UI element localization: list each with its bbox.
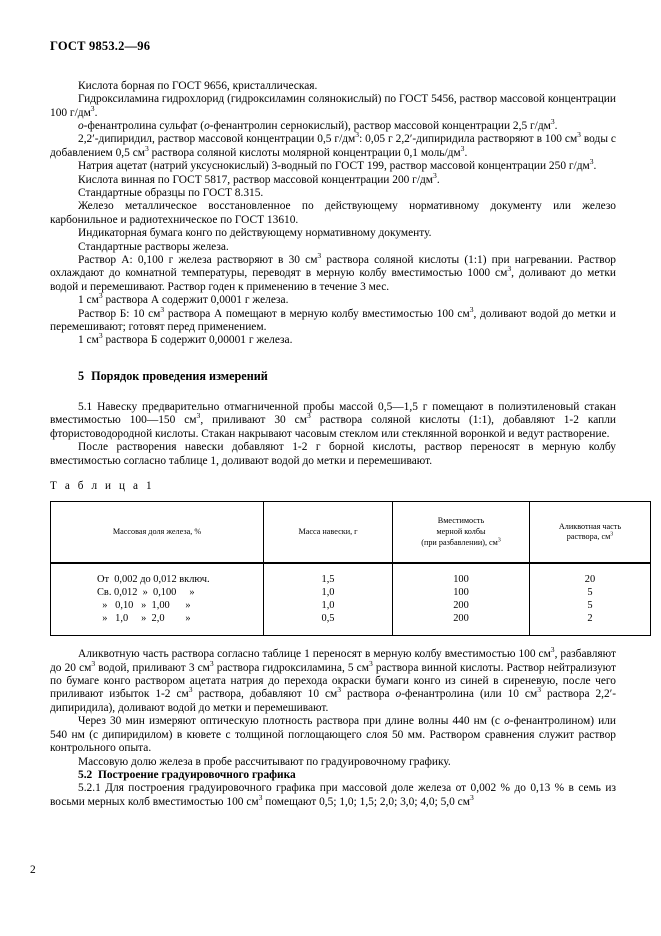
cell-sample-mass-values [264, 563, 393, 636]
range-line: » 0,10 » 1,00 » [97, 600, 191, 612]
paragraph-reference-samples [50, 187, 616, 200]
superscript: 3 [610, 531, 614, 538]
column-header-mass-fraction [51, 502, 264, 564]
cell-flask-volume-values [393, 563, 530, 636]
superscript: 3 [577, 130, 581, 140]
subsection-number: 5.2 [78, 768, 93, 781]
text-run: . [464, 146, 468, 159]
paragraph-hydroxylamine [50, 93, 616, 120]
italic-prefix: о [204, 119, 210, 132]
cell-aliquot-values [530, 563, 651, 636]
header-text: (при разбавлении), см [421, 537, 498, 547]
text-run: раствора [341, 688, 396, 701]
superscript: 3 [355, 130, 360, 140]
superscript: 3 [317, 251, 322, 261]
paragraph-after-dissolution [50, 441, 616, 468]
text-run: Кислота винная по ГОСТ 5817, раствор массовой концентрации 200 г/дм [78, 173, 434, 186]
superscript: 3 [196, 411, 201, 421]
superscript: 3 [550, 645, 555, 655]
range-line: От 0,002 до 0,012 включ. [97, 573, 210, 585]
superscript: 3 [90, 103, 95, 113]
spacer [50, 636, 616, 648]
text-run: . [94, 106, 98, 119]
paragraph-aliquot-procedure [50, 645, 617, 715]
text-run: Массовую долю железа в пробе рассчитывают по градуировочному графику. [78, 755, 451, 768]
table-header-row [51, 502, 651, 564]
column-header-aliquot [530, 502, 651, 564]
paragraph-solution-a-content [50, 291, 616, 307]
superscript: 3 [497, 536, 501, 543]
text-run: Раствор Б: 10 см [78, 307, 161, 320]
superscript: 3 [337, 685, 342, 695]
paragraph-dipyridyl [50, 130, 616, 160]
text-run: . [593, 160, 597, 173]
superscript: 3 [91, 658, 96, 668]
superscript: 3 [368, 658, 373, 668]
cell-mass-fraction-ranges [51, 563, 264, 636]
value-line: 5 [587, 600, 593, 612]
text-run: . [436, 173, 440, 186]
text-run: воды с добавлением 0,5 см [50, 133, 616, 159]
page-number: 2 [30, 863, 36, 876]
text-run: 1 см [78, 334, 99, 347]
text-run: -фенантролин сернокислый), раствор массовой концентрации 2,5 г/дм [209, 119, 551, 132]
paragraph-solution-a [50, 251, 616, 294]
header-line [534, 532, 646, 543]
italic-prefix: о [78, 119, 84, 132]
header-line: мерной колбы [436, 526, 486, 536]
range-line: Св. 0,012 » 0,100 » [97, 587, 195, 599]
paragraph-metallic-iron [50, 200, 616, 227]
superscript: 3 [188, 685, 193, 695]
spacer [50, 468, 616, 480]
superscript: 3 [258, 792, 263, 802]
text-run: После растворения навески добавляют 1-2 г борной кислоты, раствор переносят в мерную колбу вместимостью согласно таблице 1, доливают водой до метки и перемешивают. [50, 441, 616, 467]
value-line: 100 [453, 587, 469, 599]
text-run: . [554, 119, 558, 132]
value-line: 1,5 [321, 573, 335, 585]
text-run: раствора винной кислоты. Раствор нейтрализуют по бумаге конго раствором ацетата натрия до перехода окраски бумаги конго из синей в сиреневую, после чего приливают избыток 1-2 см [50, 661, 617, 701]
value-line: 200 [453, 613, 469, 625]
text-run: Стандартные растворы железа. [78, 240, 229, 253]
standard-number-header: ГОСТ 9853.2—96 [50, 39, 151, 53]
superscript: 3 [98, 291, 103, 301]
superscript: 3 [507, 264, 512, 274]
superscript: 3 [460, 143, 465, 153]
range-line: » 1,0 » 2,0 » [97, 613, 191, 625]
superscript: 3 [209, 658, 214, 668]
text-run: раствора 2,2′-дипиридила), доливают водой до метки и перемешивают. [50, 688, 616, 714]
value-line: 5 [587, 587, 593, 599]
superscript: 3 [550, 117, 555, 127]
value-line: 2 [587, 613, 593, 625]
text-run: 2,2′-дипиридил, раствор массовой концентрации 0,5 г/дм [78, 133, 356, 146]
superscript: 3 [144, 143, 149, 153]
subsection-heading-5-2 [50, 769, 616, 782]
text-run: , доливают до метки водой и перемешивают. Раствор годен к применению в течение 3 мес. [50, 267, 616, 293]
superscript: 3 [306, 411, 311, 421]
text-run: -фенантролином) или 540 нм (с дипиридилом) в кювете с толщиной поглощающего слоя 50 мм. Раствором сравнения служит раствор контрольного опыта. [50, 715, 616, 755]
column-header-sample-mass [264, 502, 393, 564]
paragraph-solution-b-content [50, 331, 616, 347]
text-run: , разбавляют до 20 см [50, 648, 616, 674]
text-run: Через 30 мин измеряют оптическую плотность раствора при длине волны 440 нм (с [78, 715, 505, 728]
text-run: Натрия ацетат (натрий уксуснокислый) 3-водный по ГОСТ 199, раствор массовой концентрации 250 г/дм [78, 160, 590, 173]
paragraph-phenanthroline-sulfate [50, 117, 616, 133]
value-line: 0,5 [321, 613, 335, 625]
text-run: Индикаторная бумага конго по действующему нормативному документу. [78, 227, 432, 240]
section-heading-5 [50, 369, 616, 383]
text-run: , приливают 30 см [200, 414, 307, 427]
table-1 [50, 501, 651, 636]
italic-prefix: о [504, 715, 510, 728]
table-body [51, 563, 651, 636]
header-line: Аликвотная часть [558, 521, 622, 531]
text-run: -фенантролина сульфат ( [83, 119, 205, 132]
text-run: Раствор А: 0,100 г железа растворяют в 30 см [78, 254, 318, 267]
text-run: раствора А помещают в мерную колбу вместимостью 100 см [164, 307, 470, 320]
page-content [50, 39, 622, 809]
superscript: 3 [589, 157, 594, 167]
text-run: помещают 0,5; 1,0; 1,5; 2,0; 3,0; 4,0; 5,0 см [262, 795, 470, 808]
paragraph-calc-by-graph [50, 756, 616, 769]
paragraph-congo-paper [50, 227, 616, 240]
table-caption: Т а б л и ц а 1 [50, 479, 155, 492]
superscript: 3 [98, 331, 103, 341]
text-run: раствора соляной кислоты (1:1) при нагревании. Раствор охлаждают до комнатной температуры, переводят в мерную колбу вместимостью 1000 см [50, 254, 616, 280]
value-line: 200 [453, 600, 469, 612]
paragraph-boric-acid [50, 80, 616, 93]
text-run: раствора соляной кислоты (1:1), добавляют 1-2 капли фтористоводородной кислоты. Стакан накрывают часовым стеклом или стеклянной воронкой и ведут растворение. [50, 414, 617, 440]
superscript: 3 [433, 170, 437, 180]
text-run: Гидроксиламина гидрохлорид (гидроксиламин солянокислый) по ГОСТ 5456, раствор массовой концентрации 100 г/дм [50, 93, 616, 119]
text-run: , доливают водой до метки и перемешивают; готовят перед применением. [50, 307, 616, 334]
text-run: раствора Б содержит 0,00001 г железа. [102, 334, 293, 347]
paragraph-standard-solutions [50, 241, 616, 254]
italic-prefix: о [395, 688, 402, 701]
superscript: 3 [469, 304, 474, 314]
value-line: 1,0 [321, 600, 335, 612]
text-run: Аликвотную часть раствора согласно таблице 1 переносят в мерную колбу вместимостью 100 см [78, 648, 551, 661]
paragraph-5-2-1 [50, 782, 616, 809]
section-title: Порядок проведения измерений [91, 368, 268, 383]
paragraph-tartaric-acid [50, 170, 616, 187]
value-line: 20 [584, 573, 596, 585]
text-run: 5.1 Навеску предварительно отмагниченной пробы массой 0,5—1,5 г помещают в полиэтиленовый стакан вместимостью 100—150 см [50, 400, 616, 427]
header-line: Вместимость [437, 516, 485, 526]
text-run: 1 см [78, 294, 99, 307]
text-run: Стандартные образцы по ГОСТ 8.315. [78, 187, 264, 199]
text-run: водой, приливают 3 см [95, 661, 210, 674]
column-header-flask-volume [393, 502, 530, 564]
section-number: 5 [78, 368, 85, 383]
text-run: 5.2.1 Для построения градуировочного графика при массовой доле железа от 0,002 % до 0,13 % в семь из восьми мерных колб вместимостью 100 см [50, 782, 616, 808]
text-run: раствора, добавляют 10 см [192, 688, 338, 701]
superscript: 3 [537, 685, 541, 695]
superscript: 3 [469, 792, 474, 802]
text-run: Железо металлическое восстановленное по действующему нормативному документу или железо карбонильное и радиотехническое по ГОСТ 13610. [50, 200, 616, 226]
superscript: 3 [160, 304, 165, 314]
header-line: Масса навески, г [298, 526, 358, 536]
value-line: 100 [453, 573, 469, 585]
text-run: раствора А содержит 0,0001 г железа. [102, 294, 289, 307]
paragraph-sodium-acetate [50, 157, 616, 173]
header-line: Массовая доля железа, % [112, 526, 202, 536]
text-run: раствора гидроксиламина, 5 см [213, 661, 369, 674]
value-line: 1,0 [321, 587, 335, 599]
table-row [51, 563, 651, 636]
paragraph-optical-density [50, 715, 616, 755]
table-header [51, 502, 651, 564]
header-line [397, 538, 525, 549]
subsection-title: Построение градуировочного графика [97, 768, 296, 781]
header-text: раствора, см [566, 532, 611, 542]
paragraph-5-1 [50, 401, 616, 441]
text-run: раствора соляной кислоты молярной концентрации 0,1 моль/дм [148, 146, 461, 159]
text-run: -фенантролина (или 10 см [401, 688, 538, 701]
text-run: : 0,05 г 2,2′-дипиридила растворяют в 100 см [359, 133, 578, 146]
paragraph-solution-b [50, 304, 616, 335]
text-run: Кислота борная по ГОСТ 9656, кристаллическая. [78, 79, 318, 92]
